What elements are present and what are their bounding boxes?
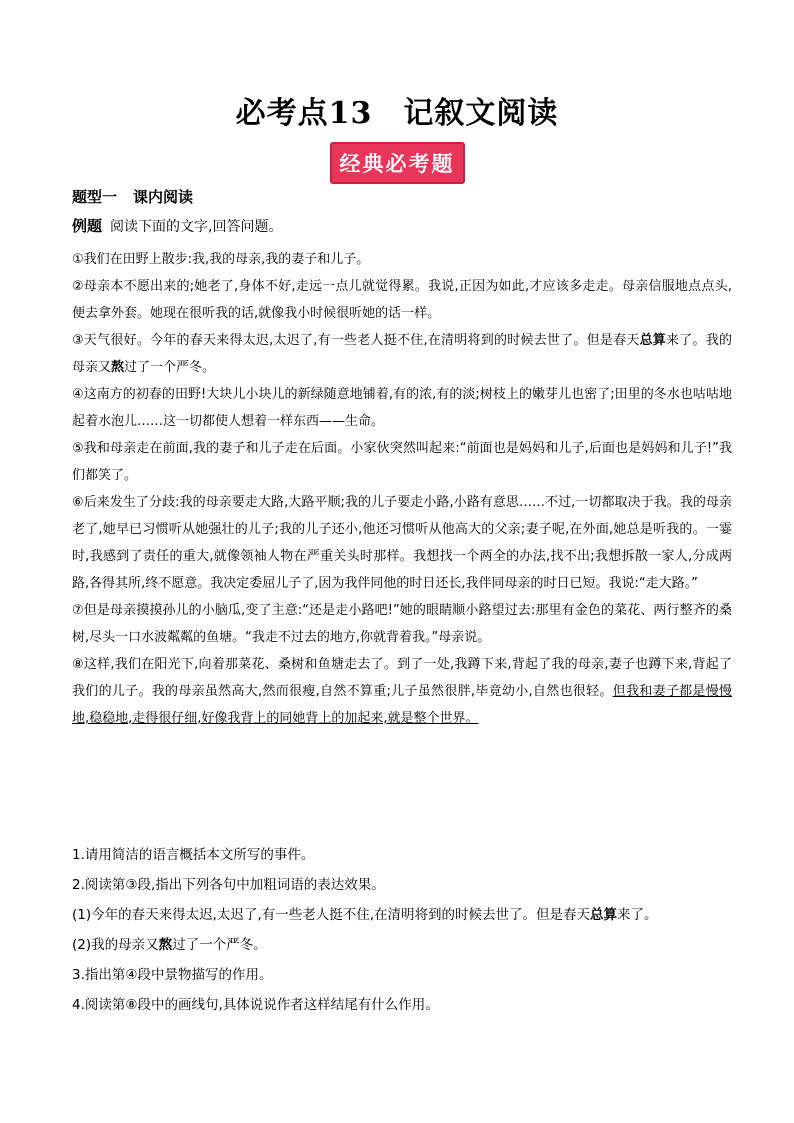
question-2-item-2 — [72, 930, 732, 960]
q2-2-text-c: 过了一个严冬。 — [172, 937, 267, 953]
question-type-label: 题型一 — [72, 188, 118, 206]
paragraph-1: ①我们在田野上散步:我,我的母亲,我的妻子和儿子。 — [72, 252, 370, 267]
example-intro — [72, 215, 282, 236]
paragraph-4: ④这南方的初春的田野!大块儿小块儿的新绿随意地铺着,有的浓,有的淡;树枝上的嫩芽儿也密了;田里的冬水也咕咕地起着水泡儿……这一切都使人想着一样东西——生命。 — [72, 387, 732, 429]
paragraph-3-text-c: 来了。我的母亲又 — [72, 333, 732, 375]
question-type-name: 课内阅读 — [133, 188, 194, 206]
badge-container — [0, 142, 794, 184]
example-instruction: 阅读下面的文字,回答问题。 — [110, 219, 283, 235]
paragraph-8-text: ⑧这样,我们在阳光下,向着那菜花、桑树和鱼塘走去了。到了一处,我蹲下来,背起了我的母亲,妻子也蹲下来,背起了我们的儿子。我的母亲虽然高大,然而很瘦,自然不算重;儿子虽然很胖,毕竟幼小,自然也很轻。 — [72, 657, 732, 699]
paragraph-3-text-e: 过了一个严冬。 — [124, 360, 216, 375]
q2-2-text-a: (2)我的母亲又 — [72, 937, 159, 953]
paragraph-3 — [72, 327, 732, 381]
underlined-sentence: 但我和妻子都是慢慢地,稳稳地,走得很仔细,好像我背上的同她背上的加起来,就是整个世界。 — [72, 684, 732, 726]
example-label: 例题 — [72, 217, 103, 235]
q2-1-text-c: 来了。 — [617, 907, 658, 923]
question-2-item-1 — [72, 900, 732, 930]
q2-2-bold-word: 熬 — [158, 937, 173, 953]
paragraph-6: ⑥后来发生了分歧:我的母亲要走大路,大路平顺;我的儿子要走小路,小路有意思……不过,一切都取决于我。我的母亲老了,她早已习惯听从她强壮的儿子;我的儿子还小,他还习惯听从他高大的父亲;妻子呢,在外面,她总是听我的。一霎时,我感到了责任的重大,就像领袖人物在严重关头时那样。我想找一个两全的办法,找不出;我想拆散一家人,分成两路,各得其所,终不愿意。我决定委屈儿子了,因为我伴同他的时日还长,我伴同母亲的时日已短。我说:“走大路。” — [72, 495, 732, 591]
paragraph-8 — [72, 651, 732, 732]
bold-word-ao: 熬 — [111, 360, 125, 375]
question-list — [72, 840, 732, 1020]
question-4: 4.阅读第⑧段中的画线句,具体说说作者这样结尾有什么作用。 — [72, 997, 439, 1013]
paragraph-7: ⑦但是母亲摸摸孙儿的小脑瓜,变了主意:“还是走小路吧!”她的眼睛顺小路望过去:那里有金色的菜花、两行整齐的桑树,尽头一口水波粼粼的鱼塘。“我走不过去的地方,你就背着我。”母亲说。 — [72, 603, 732, 645]
q2-1-text-a: (1)今年的春天来得太迟,太迟了,有一些老人挺不住,在清明将到的时候去世了。但是春天 — [72, 907, 590, 923]
q2-1-bold-word: 总算 — [590, 907, 617, 923]
paragraph-3-text-a: ③天气很好。今年的春天来得太迟,太迟了,有一些老人挺不住,在清明将到的时候去世了。但是春天 — [72, 333, 640, 348]
question-1: 1.请用简洁的语言概括本文所写的事件。 — [72, 847, 315, 863]
page-title: 必考点13 记叙文阅读 — [235, 96, 559, 131]
section-badge: 经典必考题 — [330, 142, 465, 184]
question-type-heading — [72, 186, 193, 207]
question-3: 3.指出第④段中景物描写的作用。 — [72, 967, 273, 983]
passage — [72, 246, 732, 732]
question-2: 2.阅读第③段,指出下列各句中加粗词语的表达效果。 — [72, 877, 385, 893]
paragraph-2: ②母亲本不愿出来的;她老了,身体不好,走远一点儿就觉得累。我说,正因为如此,才应该多走走。母亲信服地点点头,便去拿外套。她现在很听我的话,就像我小时候很听她的话一样。 — [72, 279, 732, 321]
bold-word-zongsuan: 总算 — [639, 333, 667, 348]
paragraph-5: ⑤我和母亲走在前面,我的妻子和儿子走在后面。小家伙突然叫起来:“前面也是妈妈和儿子,后面也是妈妈和儿子!”我们都笑了。 — [72, 441, 732, 483]
